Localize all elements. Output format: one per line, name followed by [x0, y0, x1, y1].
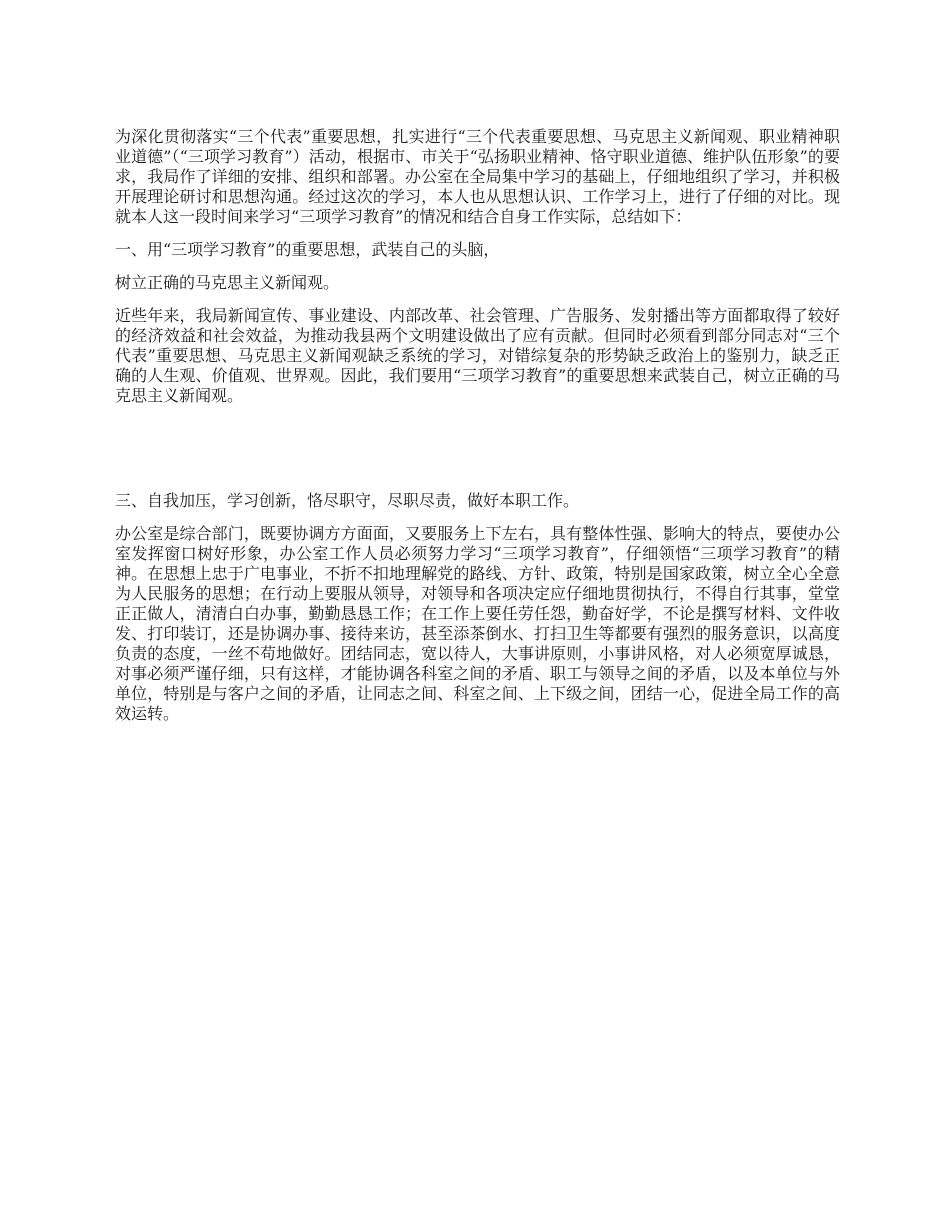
- intro-paragraph: 为深化贯彻落实“三个代表”重要思想，扎实进行“三个代表重要思想、马克思主义新闻观、职业精神职业道德”（“三项学习教育”）活动，根据市、市关于“弘扬职业精神、恪守职业道德、维护队伍形象”的要求，我局作了详细的安排、组织和部署。办公室在全局集中学习的基础上，仔细地组织了学习，并积极开展理论研讨和思想沟通。经过这次的学习，本人也从思想认识、工作学习上，进行了仔细的对比。现就本人这一段时间来学习“三项学习教育”的情况和结合自身工作实际，总结如下：: [115, 127, 840, 226]
- document-body: [115, 127, 840, 737]
- section-one-subheading: 树立正确的马克思主义新闻观。: [115, 273, 340, 292]
- section-one-paragraph: 近些年来，我局新闻宣传、事业建设、内部改革、社会管理、广告服务、发射播出等方面都取得了较好的经济效益和社会效益，为推动我县两个文明建设做出了应有贡献。但同时必须看到部分同志对“三个代表”重要思想、马克思主义新闻观缺乏系统的学习，对错综复杂的形势缺乏政治上的鉴别力，缺乏正确的人生观、价值观、世界观。因此，我们要用“三项学习教育”的重要思想来武装自己，树立正确的马克思主义新闻观。: [115, 306, 840, 405]
- section-one-heading: 一、用“三项学习教育”的重要思想，武装自己的头脑，: [115, 240, 500, 259]
- blank-gap: [115, 419, 840, 491]
- section-three-paragraph: 办公室是综合部门，既要协调方方面面，又要服务上下左右，具有整体性强、影响大的特点，要使办公室发挥窗口树好形象，办公室工作人员必须努力学习“三项学习教育”，仔细领悟“三项学习教育”的精神。在思想上忠于广电事业，不折不扣地理解党的路线、方针、政策，特别是国家政策，树立全心全意为人民服务的思想；在行动上要服从领导，对领导和各项决定应仔细地贯彻执行，不得自行其事，堂堂正正做人，清清白白办事，勤勤恳恳工作；在工作上要任劳任怨，勤奋好学，不论是撰写材料、文件收发、打印装订，还是协调办事、接待来访，甚至添茶倒水、打扫卫生等都要有强烈的服务意识，以高度负责的态度，一丝不苟地做好。团结同志，宽以待人，大事讲原则，小事讲风格，对人必须宽厚诚恳，对事必须严谨仔细，只有这样，才能协调各科室之间的矛盾、职工与领导之间的矛盾，以及本单位与外单位，特别是与客户之间的矛盾，让同志之间、科室之间、上下级之间，团结一心，促进全局工作的高效运转。: [115, 524, 840, 723]
- section-three-heading: 三、自我加压，学习创新，恪尽职守，尽职尽责，做好本职工作。: [115, 491, 580, 510]
